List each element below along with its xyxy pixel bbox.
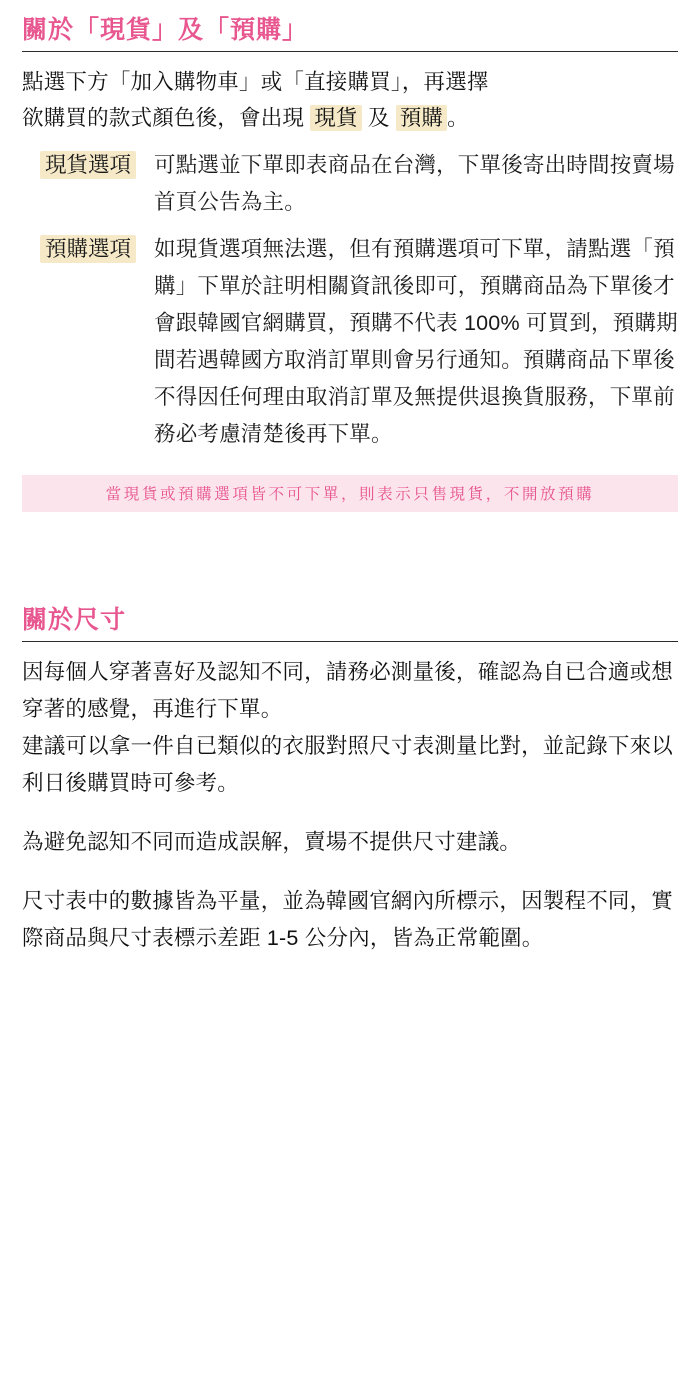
paragraph-spacer <box>22 861 678 883</box>
definition-row-in-stock <box>22 147 678 221</box>
definition-tag-in-stock: 現貨選項 <box>40 151 136 179</box>
inline-tag-preorder: 預購 <box>396 105 447 131</box>
paragraph-spacer <box>22 802 678 824</box>
definition-tag-wrapper <box>22 231 154 263</box>
intro-line-2-part-b: 及 <box>361 106 396 131</box>
sizing-paragraph-2: 建議可以拿一件自已類似的衣服對照尺寸表測量比對，並記錄下來以利日後購買時可參考。 <box>22 733 674 795</box>
sizing-paragraph-3: 為避免認知不同而造成誤解，賣場不提供尺寸建議。 <box>22 829 522 854</box>
definition-row-preorder <box>22 231 678 453</box>
definition-tag-preorder: 預購選項 <box>40 235 136 263</box>
section-heading-sizing: 關於尺寸 <box>22 606 127 635</box>
intro-line-2 <box>22 100 678 137</box>
notice-banner: 當現貨或預購選項皆不可下單，則表示只售現貨，不開放預購 <box>22 475 678 512</box>
sizing-paragraph-4: 尺寸表中的數據皆為平量，並為韓國官網內所標示，因製程不同，實際商品與尺寸表標示差距 1-5 公分內，皆為正常範圍。 <box>22 888 674 950</box>
definition-text-preorder: 如現貨選項無法選，但有預購選項可下單，請點選「預購」下單於註明相關資訊後即可，預購商品為下單後才會跟韓國官網購買，預購不代表 100% 可買到，預購期間若遇韓國方取消訂單則會另行通知。預購商品下單後不得因任何理由取消訂單及無提供退換貨服務，下單前務必考慮清楚後再下單。 <box>154 237 678 447</box>
sizing-paragraph-1: 因每個人穿著喜好及認知不同，請務必測量後，確認為自已合適或想穿著的感覺，再進行下單。 <box>22 659 674 721</box>
intro-line-2-part-c: 。 <box>447 106 469 131</box>
definition-text-in-stock: 可點選並下單即表商品在台灣，下單後寄出時間按賣場首頁公告為主。 <box>154 153 675 215</box>
heading-divider <box>22 51 678 52</box>
intro-line-2-part-a: 欲購買的款式顏色後，會出現 <box>22 106 311 131</box>
inline-tag-in-stock: 現貨 <box>310 105 361 131</box>
definition-tag-wrapper <box>22 147 154 179</box>
intro-line-1: 點選下方「加入購物車」或「直接購買」，再選擇 <box>22 69 489 94</box>
section-heading-stock-preorder: 關於「現貨」及「預購」 <box>22 16 309 44</box>
section-spacer <box>22 512 678 590</box>
heading-divider <box>22 641 678 642</box>
